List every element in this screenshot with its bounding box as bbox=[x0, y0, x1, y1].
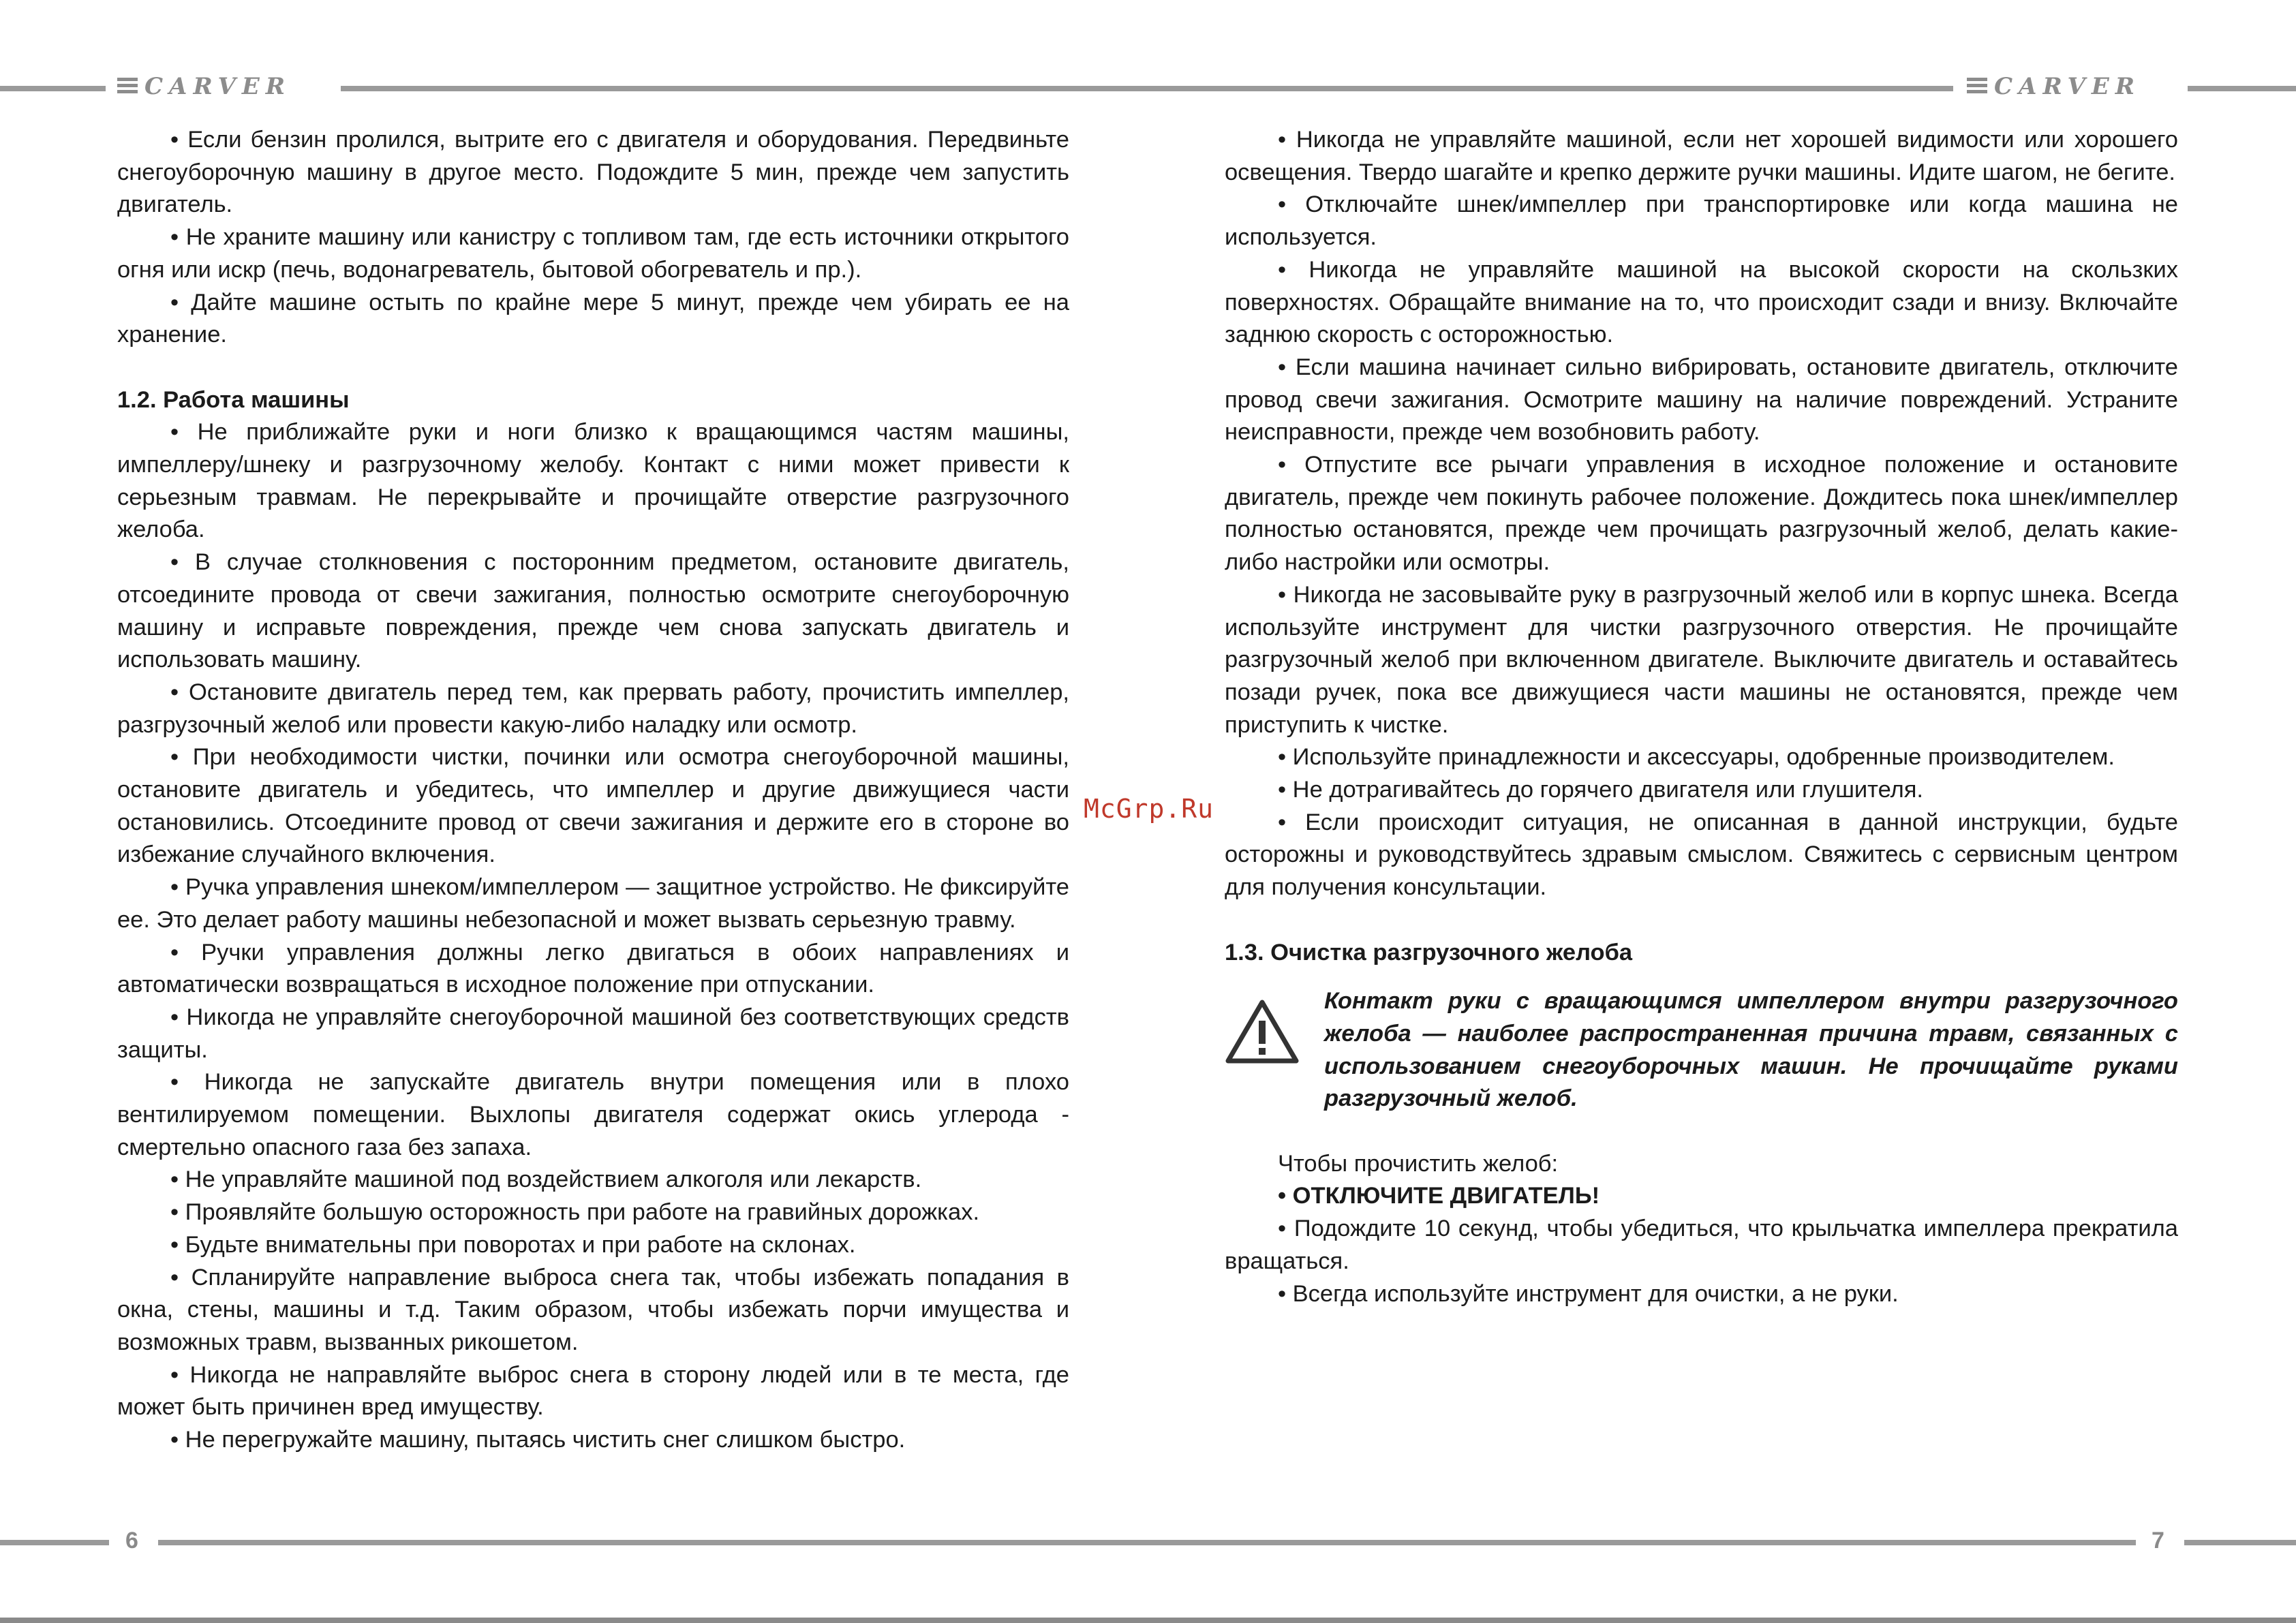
bottom-border bbox=[0, 1618, 2296, 1623]
list-item: • Спланируйте направление выброса снега так, чтобы избежать попадания в окна, стены, машины и т.д. Таким образом, чтобы избежать порчи имущества и возможных травм, вызванных рикошетом. bbox=[117, 1264, 1069, 1355]
list-item: • Не приближайте руки и ноги близко к вращающимся частям машины, импеллеру/шнеку и разгрузочному желобу. Контакт с ними может привести к серьезным травмам. Не перекрывайте и прочищайте отверстие разгрузочного желоба. bbox=[117, 419, 1069, 543]
paragraph: • Не храните машину или канистру с топливом там, где есть источники открытого огня или искр (печь, водонагреватель, бытовой обогреватель и пр.). bbox=[117, 224, 1069, 283]
section-heading: 1.2. Работа машины bbox=[117, 386, 350, 413]
section-heading: 1.3. Очистка разгрузочного желоба bbox=[1225, 939, 1633, 965]
instruction-bold: • ОТКЛЮЧИТЕ ДВИГАТЕЛЬ! bbox=[1278, 1183, 1600, 1209]
warning-text: Контакт руки с вращающимся импеллером внутри разгрузочного желоба — наиболее распространенная причина травм, связанных с использованием снегоуборочных машин. Не прочищайте руками разгрузочный желоб. bbox=[1324, 988, 2178, 1112]
right-column bbox=[1225, 124, 2178, 1310]
list-item: • Остановите двигатель перед тем, как прервать работу, прочистить импеллер, разгрузочный желоб или провести какую-либо наладку или осмотр. bbox=[117, 679, 1069, 738]
instruction-item: • Подождите 10 секунд, чтобы убедиться, что крыльчатка импеллера прекратила вращаться. bbox=[1225, 1216, 2178, 1274]
left-column bbox=[117, 124, 1069, 1457]
warning-triangle-icon bbox=[1225, 999, 1300, 1064]
list-item: • Никогда не засовывайте руку в разгрузочный желоб или в корпус шнека. Всегда используйте инструмент для чистки разгрузочного отверстия. Не прочищайте разгрузочный желоб при включенном двигателе. Выключите двигатель и оставайтесь позади ручек, пока все движущиеся части машины не остановятся, прежде чем приступить к чистке. bbox=[1225, 581, 2178, 738]
footer-rule-left bbox=[0, 1540, 109, 1545]
header-rule-center bbox=[341, 86, 1953, 91]
list-item: • При необходимости чистки, починки или осмотра снегоуборочной машины, остановите двигатель и убедитесь, что импеллер и другие движущиеся части остановились. Отсоедините провод от свечи зажигания и держите его в стороне во избежание случайного включения. bbox=[117, 744, 1069, 868]
list-item: • Если машина начинает сильно вибрировать, остановите двигатель, отключите провод свечи зажигания. Осмотрите машину на наличие повреждений. Устраните неисправности, прежде чем возобновить работу. bbox=[1225, 354, 2178, 446]
list-item: • Проявляйте большую осторожность при работе на гравийных дорожках. bbox=[170, 1199, 980, 1226]
header-rule-right bbox=[2188, 86, 2296, 91]
list-item: • Не перегружайте машину, пытаясь чистить снег слишком быстро. bbox=[170, 1427, 906, 1453]
list-item: • Отключайте шнек/импеллер при транспортировке или когда машина не используется. bbox=[1225, 191, 2178, 251]
list-item: • Не управляйте машиной под воздействием алкоголя или лекарств. bbox=[170, 1166, 922, 1193]
list-item: • Ручка управления шнеком/импеллером — защитное устройство. Не фиксируйте ее. Это делает работу машины небезопасной и может вызвать серьезную травму. bbox=[117, 874, 1069, 933]
brand-name: CARVER bbox=[144, 73, 292, 100]
footer-rule-center bbox=[158, 1540, 2136, 1545]
paragraph: • Если бензин пролился, вытрите его с двигателя и оборудования. Передвиньте снегоуборочную машину в другое место. Подождите 5 мин, прежде чем запустить двигатель. bbox=[117, 127, 1069, 218]
instruction-item: • Всегда используйте инструмент для очистки, а не руки. bbox=[1278, 1280, 1899, 1307]
header-rule-left bbox=[0, 86, 106, 91]
list-item: • Никогда не управляйте снегоуборочной машиной без соответствующих средств защиты. bbox=[117, 1004, 1069, 1063]
watermark: McGrp.Ru bbox=[1084, 794, 1214, 824]
paragraph: • Дайте машине остыть по крайне мере 5 минут, прежде чем убирать ее на хранение. bbox=[117, 289, 1069, 348]
list-item: • Ручки управления должны легко двигаться в обоих направлениях и автоматически возвращаться в исходное положение при отпускании. bbox=[117, 939, 1069, 998]
warning-block bbox=[1225, 985, 2178, 1115]
list-item: • Используйте принадлежности и аксессуары, одобренные производителем. bbox=[1278, 744, 2115, 771]
brand-name: CARVER bbox=[1994, 73, 2141, 100]
list-item: • Отпустите все рычаги управления в исходное положение и остановите двигатель, прежде чем покинуть рабочее положение. Дождитесь пока шнек/импеллер полностью остановятся, прежде чем прочищать разгрузочный желоб, делать какие-либо настройки или осмотры. bbox=[1225, 452, 2178, 576]
list-item: • Никогда не управляйте машиной на высокой скорости на скользких поверхностях. Обращайте внимание на то, что происходит сзади и внизу. Включайте заднюю скорость с осторожностью. bbox=[1225, 256, 2178, 348]
brand-logo-left bbox=[117, 73, 291, 100]
carver-logo-icon bbox=[117, 78, 138, 95]
page-number-left: 6 bbox=[125, 1528, 138, 1554]
list-item: • Никогда не направляйте выброс снега в сторону людей или в те места, где может быть причинен вред имуществу. bbox=[117, 1361, 1069, 1421]
list-item: • Не дотрагивайтесь до горячего двигателя или глушителя. bbox=[1278, 777, 1924, 803]
list-item: • В случае столкновения с посторонним предметом, остановите двигатель, отсоедините провода от свечи зажигания, полностью осмотрите снегоуборочную машину и исправьте повреждения, прежде чем снова запускать двигатель и использовать машину. bbox=[117, 549, 1069, 673]
list-item: • Если происходит ситуация, не описанная в данной инструкции, будьте осторожны и руководствуйтесь здравым смыслом. Свяжитесь с сервисным центром для получения консультации. bbox=[1225, 809, 2178, 901]
brand-logo-right bbox=[1967, 73, 2141, 100]
footer-rule-right bbox=[2184, 1540, 2296, 1545]
list-item: • Никогда не управляйте машиной, если нет хорошей видимости или хорошего освещения. Твердо шагайте и крепко держите ручки машины. Идите шагом, не бегите. bbox=[1225, 127, 2178, 185]
instructions-intro: Чтобы прочистить желоб: bbox=[1278, 1150, 1559, 1177]
page-number-right: 7 bbox=[2152, 1528, 2164, 1554]
carver-logo-icon bbox=[1967, 78, 1987, 95]
list-item: • Будьте внимательны при поворотах и при работе на склонах. bbox=[170, 1231, 856, 1258]
list-item: • Никогда не запускайте двигатель внутри помещения или в плохо вентилируемом помещении. Выхлопы двигателя содержат окись углерода - смертельно опасного газа без запаха. bbox=[117, 1069, 1069, 1160]
